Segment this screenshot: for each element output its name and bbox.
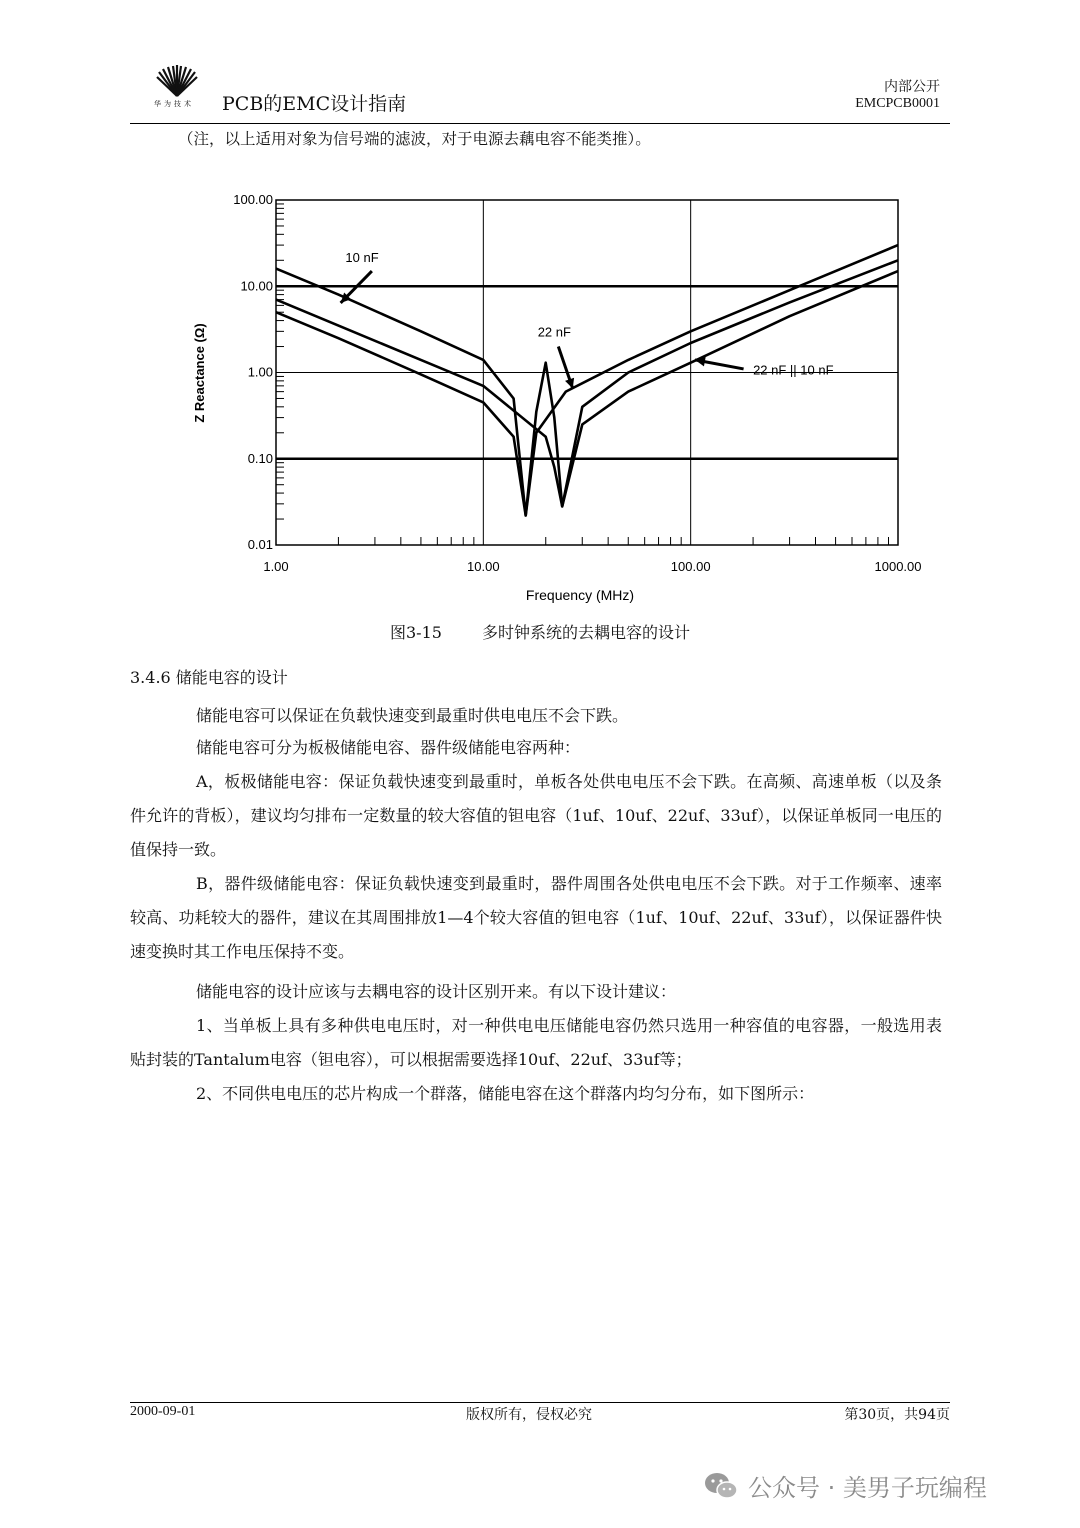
y-tick-label: 10.00: [240, 278, 273, 294]
x-tick-label: 1.00: [263, 559, 289, 574]
annotation-22nf-arrowhead: [565, 378, 574, 389]
series-line-2: [276, 260, 898, 506]
chart-ticks: [233, 192, 921, 574]
annotation-parallel-label: 22 nF || 10 nF: [753, 362, 834, 378]
chart-annotations: [341, 250, 834, 388]
annotation-22nf-label: 22 nF: [537, 324, 571, 340]
document-code: EMCPCB0001: [855, 96, 940, 111]
paragraph-1: 储能电容可以保证在负载快速变到最重时供电电压不会下跌。: [196, 706, 629, 725]
watermark-text: 公众号 · 美男子玩编程: [748, 1474, 987, 1502]
header-divider: [130, 123, 950, 124]
y-tick-label: 0.01: [247, 537, 273, 552]
paragraph-3: A，板极储能电容：保证负载快速变到最重时，单板各处供电电压不会下跌。在高频、高速单板（以及条件允许的背板），建议均匀排布一定数量的较大容值的钽电容（1uf、10uf、22uf、33uf），以保证单板同一电压的值保持一致。: [130, 772, 942, 859]
footer-copyright: 版权所有，侵权必究: [466, 1407, 592, 1423]
series-line-3: [276, 269, 898, 516]
y-tick-label: 100.00: [233, 192, 273, 207]
x-tick-label: 1000.00: [874, 559, 922, 574]
logo-text: 华为技术: [154, 100, 194, 108]
impedance-chart: [180, 180, 940, 610]
note-line: （注，以上适用对象为信号端的滤波，对于电源去藕电容不能类推）。: [178, 130, 651, 148]
section-heading: 3.4.6 储能电容的设计: [130, 668, 288, 687]
paragraph-5: 储能电容的设计应该与去耦电容的设计区别开来。有以下设计建议：: [196, 982, 677, 1001]
figure-caption-text: 多时钟系统的去耦电容的设计: [481, 623, 690, 642]
y-tick-label: 0.10: [247, 450, 273, 466]
annotation-10nf-label: 10 nF: [345, 250, 379, 266]
wechat-icon: [704, 1471, 738, 1501]
x-tick-label: 100.00: [670, 559, 711, 574]
x-tick-label: 10.00: [467, 559, 500, 574]
x-axis-label: Frequency (MHz): [525, 587, 635, 603]
paragraph-4: B，器件级储能电容：保证负载快速变到最重时，器件周围各处供电电压不会下跌。对于工作频率、速率较高、功耗较大的器件，建议在其周围排放1—4个较大容值的钽电容（1uf、10uf、22uf、33uf），以保证器件快速变换时其工作电压保持不变。: [130, 874, 942, 961]
document-title: PCB的EMC设计指南: [222, 93, 407, 115]
footer-divider: [130, 1402, 950, 1403]
classification-label: 内部公开: [884, 79, 940, 95]
figure-label: 图3-15: [390, 623, 442, 642]
figure-caption: [390, 620, 730, 643]
footer-date: 2000-09-01: [130, 1404, 196, 1419]
watermark: [704, 1468, 987, 1503]
footer-page-number: 第30页，共94页: [844, 1407, 950, 1423]
paragraph-2: 储能电容可分为板极储能电容、器件级储能电容两种：: [196, 738, 581, 757]
paragraph-6: 1、当单板上具有多种供电电压时，对一种供电电压储能电容仍然只选用一种容值的电容器，一般选用表贴封装的Tantalum电容（钽电容），可以根据需要选择10uf、22uf、33uf等；: [130, 1016, 942, 1069]
y-tick-label: 1.00: [247, 364, 273, 380]
y-axis-label: Z Reactance (Ω): [192, 323, 207, 423]
paragraph-7: 2、不同供电电压的芯片构成一个群落，储能电容在这个群落内均匀分布，如下图所示：: [196, 1084, 815, 1103]
